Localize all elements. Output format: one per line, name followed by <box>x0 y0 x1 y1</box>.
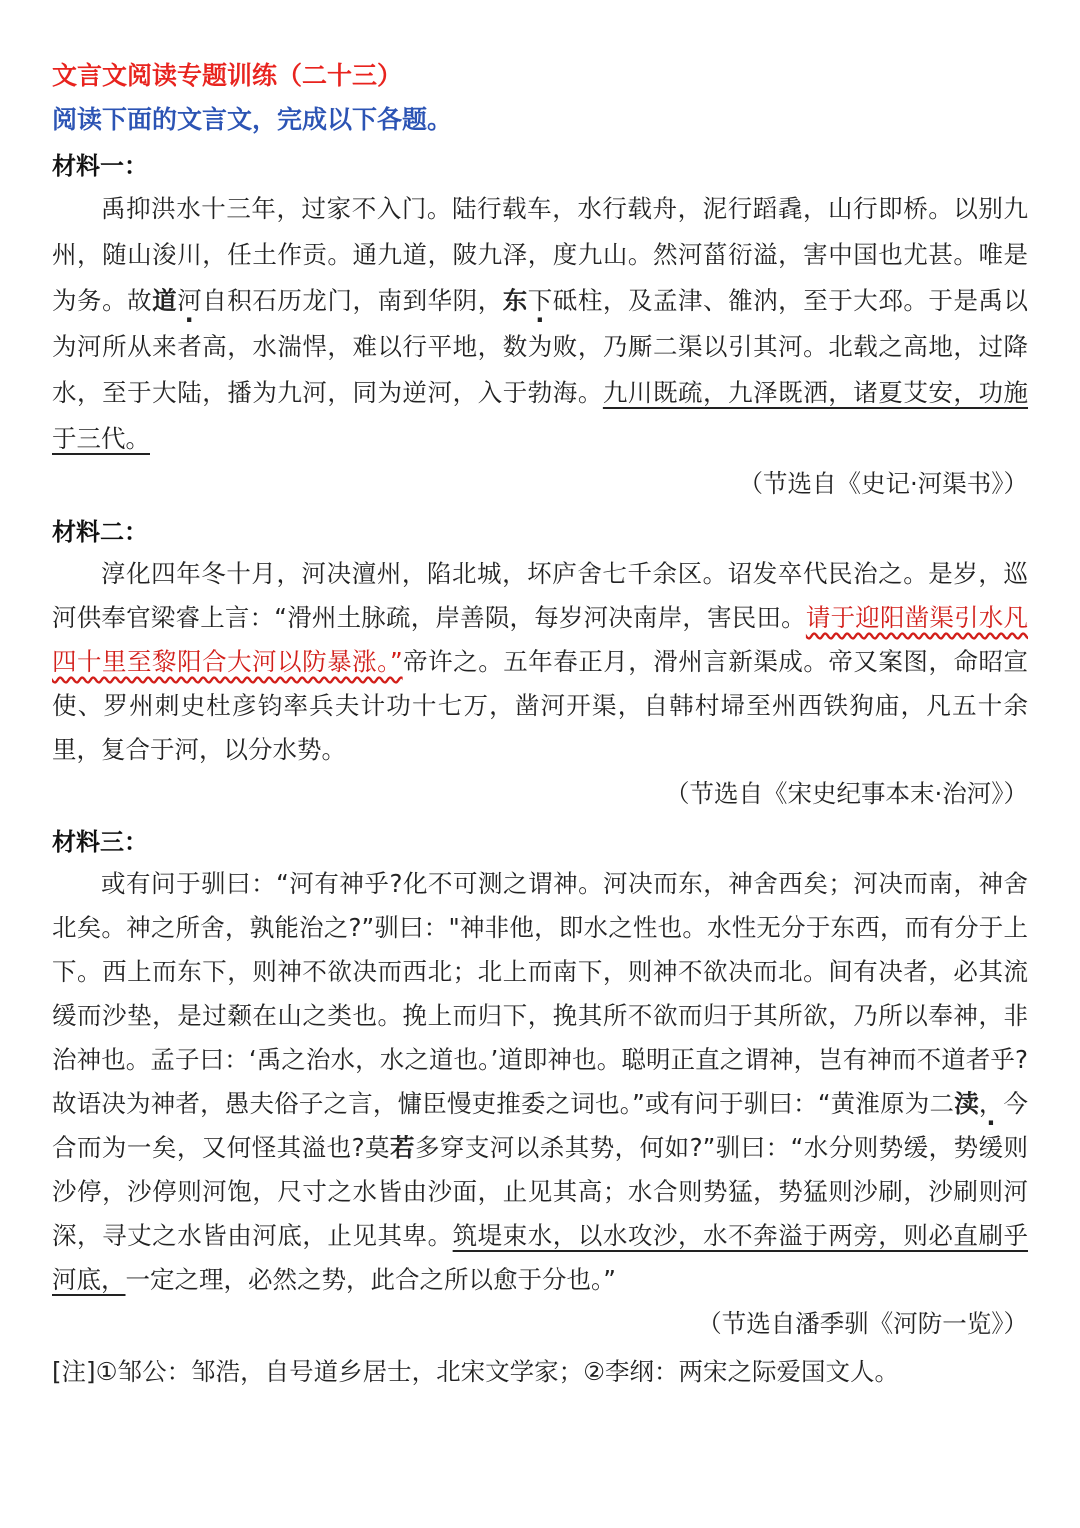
underlined-sentence: 筑堤束水，以水攻沙，水不奔溢于两旁，则必直刷乎河底， <box>52 1221 1029 1294</box>
material-1-source: （节选自《史记·河渠书》） <box>738 469 1028 498</box>
text-run: 河自积石历龙门，南到华阴， <box>177 286 503 315</box>
text-run: ，今合而为一矣，又何怪其溢也?莫 <box>52 1089 1028 1162</box>
material-3-source: （节选自潘季驯《河防一览》） <box>697 1309 1028 1338</box>
text-run: 禹抑洪水十三年，过家不入门。陆行载车，水行载舟，泥行蹈毳，山行即桥。以别九州，随山浚川，任土作贡。通九道，陂九泽，度九山。然河菑衍溢，害中国也尤甚。唯是为务。故 <box>52 194 1028 315</box>
material-2-heading: 材料二： <box>52 518 148 546</box>
footnote: [注]①邹公：邹浩，自号道乡居士，北宋文学家；②李纲：两宋之际爱国文人。 <box>52 1357 900 1386</box>
material-3-heading: 材料三： <box>52 828 148 856</box>
emphasis-char: 若 <box>390 1133 415 1162</box>
emphasis-char: 道 <box>152 286 178 315</box>
material-3-text <box>52 862 1028 1302</box>
emphasis-char: 东 <box>502 286 528 315</box>
text-run: 多穿支河以杀其势，何如?”驯曰：“水分则势缓，势缓则沙停，沙停则河饱，尺寸之水皆由沙面，止见其高；水合则势猛，势猛则沙刷，沙刷则河深，寻丈之水皆由河底，止见其卑。 <box>52 1133 1028 1250</box>
material-1-text <box>52 186 1028 462</box>
document-subtitle: 阅读下面的文言文，完成以下各题。 <box>52 105 453 134</box>
text-run: 下砥柱，及孟津、雒汭，至于大邳。于是禹以为河所从来者高，水湍悍，难以行平地，数为败，乃厮二渠以引其河。北载之高地，过降水，至于大陆，播为九河，同为逆河，入于勃海。 <box>52 286 1029 407</box>
text-run: 帝许之。五年春正月，滑州言新渠成。帝又案图，命昭宣使、罗州刺史杜彦钧率兵夫计功十七万，凿河开渠，自韩村埽至州西铁狗庙，凡五十余里，复合于河，以分水势。 <box>52 647 1028 764</box>
text-run: 淳化四年冬十月，河决澶州，陷北城，坏庐舍七千余区。诏发卒代民治之。是岁，巡河供奉官梁睿上言：“滑州土脉疏，岸善陨，每岁河决南岸，害民田。 <box>52 559 1028 632</box>
document-page <box>52 52 1028 1394</box>
highlighted-sentence: 请于迎阳凿渠引水凡四十里至黎阳合大河以防暴涨。” <box>52 603 1028 676</box>
text-run: 或有问于驯曰：“河有神乎?化不可测之谓神。河决而东，神舍西矣；河决而南，神舍北矣。神之所舍，孰能治之?”驯曰："神非他，即水之性也。水性无分于东西，而有分于上下。西上而东下，则神不欲决而西北；北上而南下，则神不欲决而北。间有决者，必其流缓而沙垫，是过颡在山之类也。挽上而归下，挽其所不欲而归于其所欲，乃所以奉神，非治神也。孟子曰：‘禹之治水，水之道也。’道即神也。聪明正直之谓神，岂有神而不道者乎?故语决为神者，愚夫俗子之言，慵臣慢吏推委之词也。”或有问于驯曰：“黄淮原为二 <box>52 869 1028 1118</box>
text-run: 一定之理，必然之势，此合之所以愈于分也。” <box>125 1265 616 1294</box>
material-2-text <box>52 552 1028 772</box>
emphasis-char: 渎 <box>954 1089 979 1118</box>
material-2-source: （节选自《宋史纪事本末·治河》） <box>664 779 1028 808</box>
material-1-heading: 材料一： <box>52 152 148 180</box>
underlined-sentence: 九川既疏，九泽既洒，诸夏艾安，功施于三代。 <box>52 378 1029 453</box>
document-title: 文言文阅读专题训练（二十三） <box>52 61 403 90</box>
